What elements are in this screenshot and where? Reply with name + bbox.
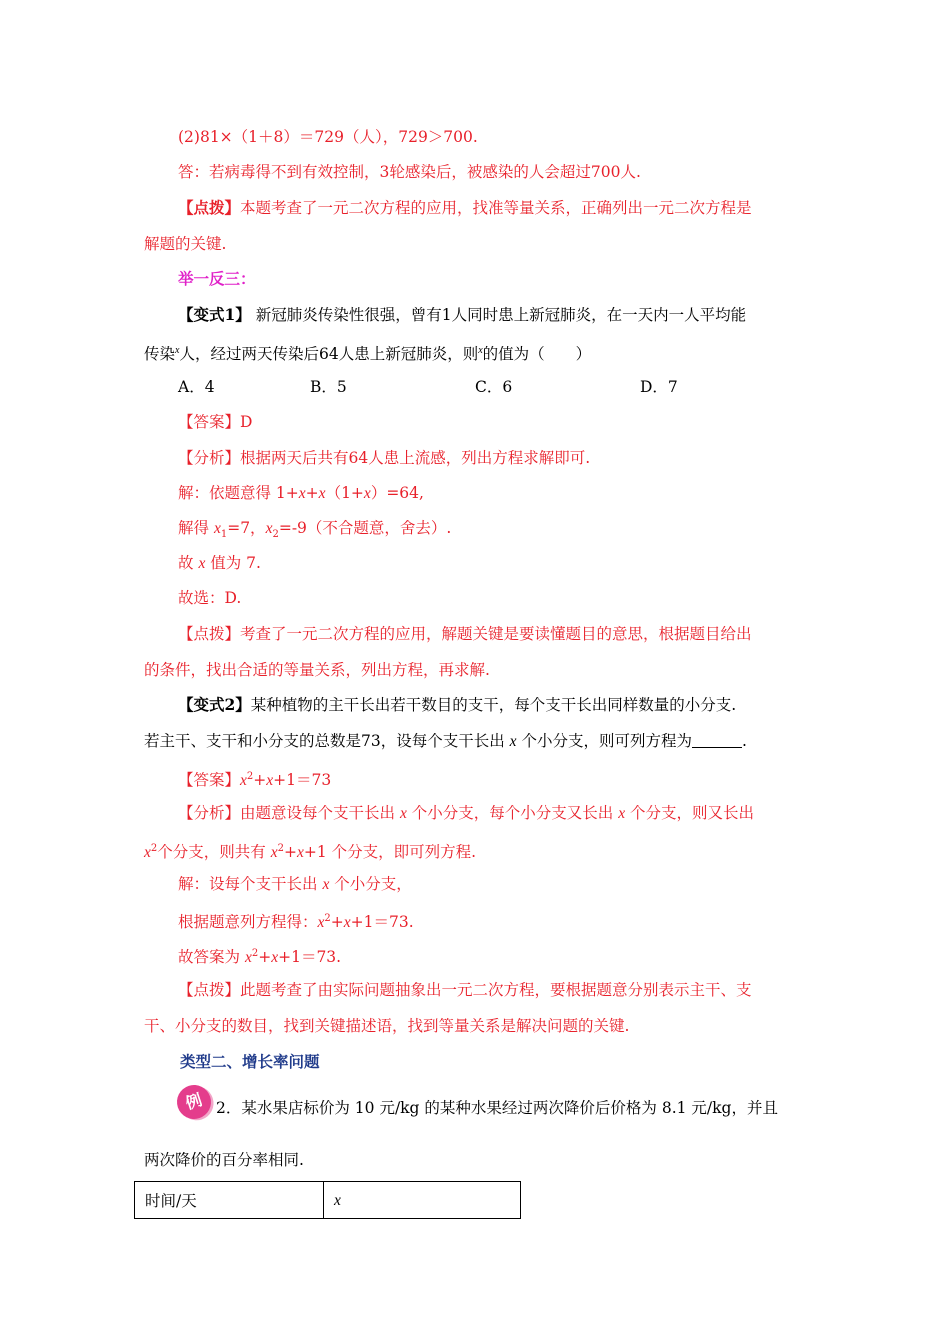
tip2-line2: 的条件，找出合适的等量关系，列出方程，再求解.: [144, 661, 490, 679]
solution2-line3: 故答案为 $x^2+x+1=73$.: [178, 948, 342, 967]
variant1-text-a: 传染: [144, 345, 176, 364]
variant2-line2: 若主干、支干和小分支的总数是73，设每个支干长出 x 个小分支，则可列方程为 .: [144, 732, 747, 750]
tip-line2: 解题的关键.: [144, 235, 227, 253]
variant1-text-c: 的值为（ ）: [482, 345, 592, 364]
table-row: [135, 1182, 521, 1219]
solution2-line1: 解：设每个支干长出 x 个小分支，: [178, 875, 412, 893]
data-table: [134, 1181, 521, 1219]
tip-tag: 【点拨】: [178, 198, 241, 217]
type2-heading: 类型二、增长率问题: [180, 1053, 320, 1071]
answer1: 【答案】D: [178, 413, 253, 431]
option-b[interactable]: B．5: [310, 378, 347, 396]
answer-blank[interactable]: [692, 731, 742, 748]
variant1-tag: 【变式1】: [178, 305, 251, 324]
table-cell-label: 时间/天: [135, 1182, 324, 1219]
example-badge-icon: 例: [173, 1081, 216, 1124]
variant2-text: 某种植物的主干长出若干数目的支干，每个支干长出同样数量的小分支.: [250, 696, 737, 714]
question2-line1: 2．某水果店标价为 10 元/kg 的某种水果经过两次降价后价格为 8.1 元/kg，并且: [216, 1099, 778, 1117]
section-heading: 举一反三：: [178, 270, 256, 288]
analysis1: 【分析】根据两天后共有64人患上流感，列出方程求解即可.: [178, 449, 591, 467]
solution1-line2: 解得 $x_1=7$，$x_2=-9$（不合题意，舍去）.: [178, 519, 452, 541]
variant1-text: 新冠肺炎传染性很强，曾有1人同时患上新冠肺炎，在一天内一人平均能: [250, 306, 747, 324]
tip2-line1: 【点拨】考查了一元二次方程的应用，解题关键是要读懂题目的意思，根据题目给出: [178, 625, 752, 643]
answer2: 【答案】$x^2+x+1=73$: [178, 771, 332, 790]
solution2-line2: 根据题意列方程得：$x^2+x+1=73$.: [178, 913, 414, 932]
variant2-tag: 【变式2】: [178, 695, 251, 714]
variant1-line1: [178, 304, 746, 326]
var-x: x: [175, 345, 180, 356]
solution-part2: (2)81×（1＋8）＝729（人），729＞700.: [178, 128, 478, 146]
question2-line2: 两次降价的百分率相同.: [144, 1151, 304, 1169]
tip-line1: [178, 197, 752, 219]
tip3-line2: 干、小分支的数目，找到关键描述语，找到等量关系是解决问题的关键.: [144, 1017, 630, 1035]
var-x: x: [478, 345, 483, 356]
analysis2-line1: 【分析】由题意设每个支干长出 x 个小分支，每个小分支又长出 x 个分支，则又长出: [178, 804, 755, 822]
solution1-line3: 故 x 值为 7.: [178, 554, 261, 572]
option-c[interactable]: C．6: [475, 378, 513, 396]
analysis2-line2: $x^2$个分支，则共有 $x^2+x+1$ 个分支，即可列方程.: [144, 843, 477, 862]
solution1-line1: 解：依题意得 1+x+x（1+x）=64,: [178, 484, 424, 502]
tip-text: 本题考查了一元二次方程的应用，找准等量关系，正确列出一元二次方程是: [240, 199, 752, 217]
answer-statement: 答：若病毒得不到有效控制，3轮感染后，被感染的人会超过700人.: [178, 163, 641, 181]
variant1-text-b: 人，经过两天传染后64人患上新冠肺炎，则: [179, 345, 479, 364]
option-d[interactable]: D．7: [640, 378, 678, 396]
option-a[interactable]: A．4: [178, 378, 215, 396]
variant2-line1: [178, 694, 736, 716]
table-cell-x: x: [324, 1182, 521, 1219]
solution1-line4: 故选：D.: [178, 589, 242, 607]
variant1-line2: [144, 340, 591, 365]
tip3-line1: 【点拨】此题考查了由实际问题抽象出一元二次方程，要根据题意分别表示主干、支: [178, 981, 752, 999]
